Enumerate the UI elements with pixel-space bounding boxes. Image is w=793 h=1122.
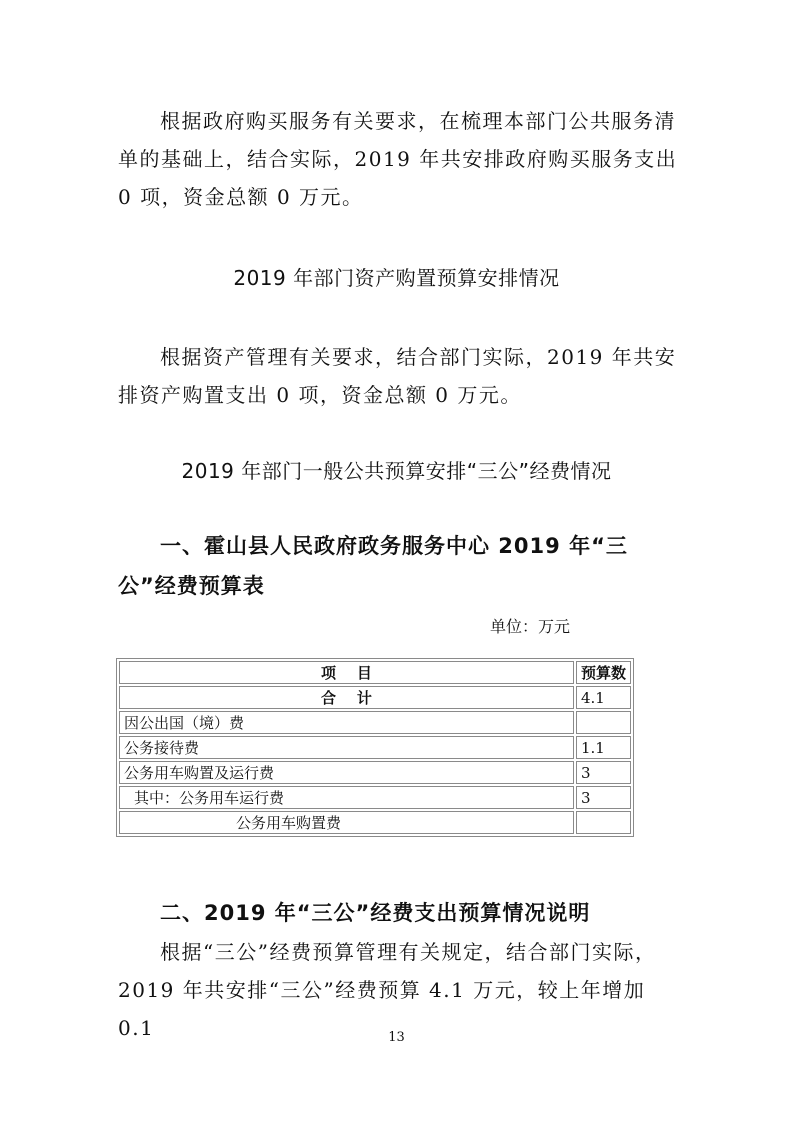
row-amount-total: 4.1 (576, 686, 631, 709)
unit-label: 单位：万元 (490, 617, 571, 636)
row-item: 公务用车购置费 (119, 811, 574, 834)
row-amount: 3 (576, 761, 631, 784)
section-title-budget-table: 一、霍山县人民政府政务服务中心 2019 年“三公”经费预算表 (118, 534, 628, 598)
row-amount (576, 711, 631, 734)
row-item: 公务接待费 (119, 736, 574, 759)
table-row (119, 786, 631, 809)
header-item: 项 目 (119, 661, 574, 684)
row-item: 因公出国（境）费 (119, 711, 574, 734)
table-row (119, 761, 631, 784)
table-row (119, 736, 631, 759)
row-amount (576, 811, 631, 834)
para-explanation: 根据“三公”经费预算管理有关规定，结合部门实际，2019 年共安排“三公”经费预算 4.1 万元，较上年增加 0.1 (118, 940, 657, 1040)
table-header-row (119, 661, 631, 684)
row-amount: 1.1 (576, 736, 631, 759)
para-asset-purchase: 根据资产管理有关要求，结合部门实际，2019 年共安排资产购置支出 0 项，资金总额 0 万元。 (118, 345, 677, 407)
row-amount: 3 (576, 786, 631, 809)
row-item: 公务用车购置及运行费 (119, 761, 574, 784)
heading-asset-purchase: 2019 年部门资产购置预算安排情况 (233, 266, 560, 290)
table-row (119, 811, 631, 834)
heading-three-public: 2019 年部门一般公共预算安排“三公”经费情况 (181, 459, 612, 483)
section-title-explanation: 二、2019 年“三公”经费支出预算情况说明 (160, 901, 591, 925)
header-amount: 预算数 (576, 661, 631, 684)
table-row (119, 686, 631, 709)
table-row (119, 711, 631, 734)
page-number: 13 (388, 1030, 405, 1045)
row-item: 其中：公务用车运行费 (119, 786, 574, 809)
three-public-budget-table (116, 658, 634, 837)
para-purchase-services: 根据政府购买服务有关要求，在梳理本部门公共服务清单的基础上，结合实际，2019 年共安排政府购买服务支出 0 项，资金总额 0 万元。 (118, 109, 678, 209)
row-item-total: 合 计 (119, 686, 574, 709)
